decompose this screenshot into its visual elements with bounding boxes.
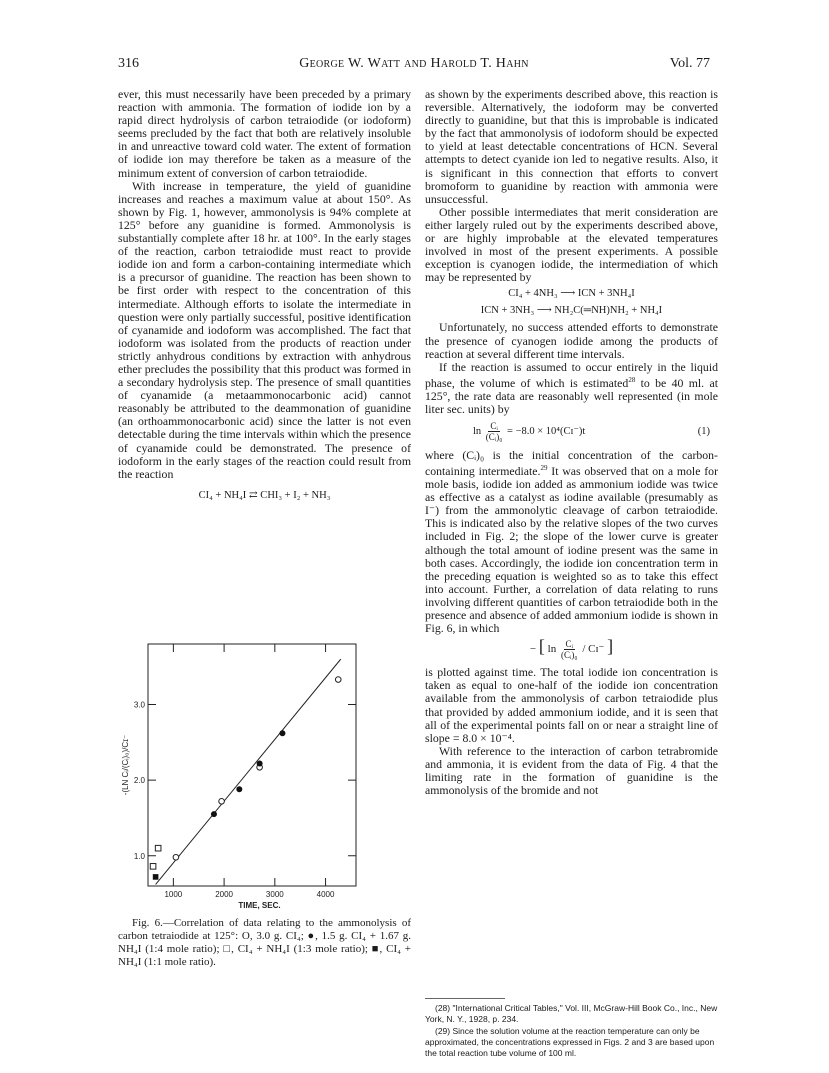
figure-caption-text: Fig. 6.—Correlation of data relating to the ammonolysis of carbon tetraiodide at 125°: O, 3.0 g. CI₄; ●, 1.5 g. CI₄ + 1.67 g. NH₄I (1:4 mole ratio); □, CI₄ + NH₄I (1:3 mole ratio); ■, CI₄ + NH₄I (1:1 mole ratio). bbox=[118, 917, 411, 968]
p5-text-b: It was observed that on a mole for mole basis, iodide ion added as ammonium iodide was twice as effective as a catalyst as iodine available (presumably as I⁻) from the ammonolytic cleavage of carbon tetraiodide. This is indicated also by the relative slopes of the two curves included in Fig. 2; the slope of the lower curve is greater although the total amount of iodine present was the same in both cases. Accordingly, the iodide ion concentration term in the preceding equation is weighted so as to take this effect into account. Further, a correlation of data relating to runs involving different quantities of carbon tetraiodide both in the presence and absence of added ammonium iodide is shown in Fig. 6, in which bbox=[425, 464, 718, 636]
data-point-filled-circle bbox=[279, 730, 285, 736]
y-tick-label: 2.0 bbox=[133, 776, 145, 786]
data-point-filled-square bbox=[153, 874, 159, 880]
expr-tail: / Cɪ⁻ bbox=[582, 643, 605, 656]
figure-6 bbox=[118, 632, 411, 914]
rate-eq-ln: ln bbox=[473, 425, 482, 437]
volume-label: Vol. 77 bbox=[669, 56, 710, 71]
data-point-filled-circle bbox=[236, 786, 242, 792]
y-axis-label: -(LN Cᵢ/(Cᵢ)₀)/Cɪ⁻ bbox=[121, 734, 130, 796]
running-authors: George W. Watt and Harold T. Hahn bbox=[299, 56, 529, 71]
data-point-open-square bbox=[150, 864, 156, 870]
rate-eq-fraction bbox=[486, 421, 503, 442]
right-paragraph-6: is plotted against time. The total iodide ion concentration is taken as equal to one-half of the iodide ion concentration available from the ammonolysis of carbon tetraiodide plus that provided by added ammonium iodide, and it is seen that all of the experimental points fall on or near a straight line of slope = 8.0 × 10⁻⁴. bbox=[425, 665, 718, 745]
figure-caption bbox=[118, 917, 411, 969]
footnote-28: (28) "International Critical Tables," Vol. III, McGraw-Hill Book Co., Inc., New York, N. Y., 1928, p. 234. bbox=[425, 1003, 718, 1024]
rate-eq-denominator: (Cᵢ)₀ bbox=[485, 431, 503, 442]
y-tick-label: 1.0 bbox=[133, 851, 145, 861]
footnote-ref-28: 28 bbox=[628, 375, 636, 384]
rate-equation bbox=[425, 421, 718, 442]
x-tick-label: 1000 bbox=[164, 890, 183, 899]
right-paragraph-1: as shown by the experiments described above, this reaction is reversible. Alternatively, the iodoform may be converted directly to guanidine, but that this is improbable is indicated by the fact that ammonolysis of iodoform should be expected to yield at least detectable concentrations of HCN. Several attempts to detect cyanide ion led to negative results. Also, it is significant in this connection that efforts to convert bromoform to guanidine by reaction with ammonia were unsuccessful. bbox=[425, 87, 718, 206]
equation-number: (1) bbox=[697, 425, 710, 437]
footnote-29: (29) Since the solution volume at the reaction temperature can only be approximated, the concentrations expressed in Figs. 2 and 3 are based upon the total reaction tube volume of 100 ml. bbox=[425, 1026, 715, 1058]
data-point-filled-circle bbox=[211, 811, 217, 817]
plot-frame bbox=[148, 644, 356, 886]
expr-close-bracket: ] bbox=[607, 636, 614, 657]
iodoform-equilibrium-equation: CI₄ + NH₄I ⇄ CHI₃ + I₂ + NH₃ bbox=[198, 489, 331, 501]
right-paragraph-3: Unfortunately, no success attended efforts to demonstrate the presence of cyanogen iodide among the products of reaction at several different time intervals. bbox=[425, 320, 718, 361]
expr-fraction bbox=[561, 639, 578, 660]
data-point-open-circle bbox=[219, 799, 225, 805]
right-column bbox=[425, 88, 718, 797]
fit-line bbox=[156, 659, 341, 884]
running-header bbox=[118, 56, 710, 74]
expr-numerator: Cᵢ bbox=[565, 639, 573, 650]
left-column bbox=[118, 88, 411, 506]
data-point-filled-circle bbox=[257, 760, 263, 766]
x-tick-label: 4000 bbox=[316, 890, 335, 899]
left-paragraph-2: With increase in temperature, the yield of guanidine increases and reaches a maximum value at about 150°. As shown by Fig. 1, however, ammonolysis is 94% complete at 125° before any guanidine is formed. Ammonolysis is substantially complete after 18 hr. at 100°. In the early stages of the reaction, carbon tetraiodide must react to provide iodide ion and form a carbon-containing intermediate which is a precursor of guanidine. The reaction has been shown to be first order with respect to the concentration of this intermediate. Although efforts to isolate the intermediate in question were only partially successful, positive identification of cyanamide and iodoform was accomplished. The fact that iodoform was isolated from the products of reaction under strictly anhydrous conditions by extraction with anhydrous ether precludes the possibility that this product was formed in a secondary hydrolysis step. The presence of small quantities of cyanamide (a metaammonocarbonic acid) cannot reasonably be attributed to the deammonation of guanidine (an orthoammonocarbonic acid) since the latter is not even detectable during the time intervals within which the presence of cyanamide could be demonstrated. The presence of iodoform in the early stages of the reaction could result from the reaction bbox=[118, 178, 411, 481]
rate-eq-numerator: Cᵢ bbox=[490, 420, 498, 431]
p4-text-b: to be 40 ml. at 125°, the rate data are reasonably well represented (in mole liter sec. units) by bbox=[425, 375, 718, 416]
x-tick-label: 2000 bbox=[215, 890, 233, 899]
y-tick-label: 3.0 bbox=[133, 700, 145, 710]
expr-ln: ln bbox=[547, 643, 557, 656]
left-paragraph-1: ever, this must necessarily have been preceded by a primary reaction with ammonia. The formation of iodide ion by a rapid direct hydrolysis of carbon tetraiodide (or iodoform) seems precluded by the fact that both are relatively insoluble in and unreactive toward cold water. The extent of formation of iodide ion may therefore be taken as a measure of the minimum extent of conversion of carbon tetraiodide. bbox=[118, 87, 411, 180]
x-axis-label: TIME, SEC. bbox=[238, 901, 281, 910]
x-tick-label: 3000 bbox=[265, 890, 284, 899]
expr-denominator: (Cᵢ)₀ bbox=[560, 650, 578, 661]
data-point-open-square bbox=[155, 845, 161, 851]
data-point-open-circle bbox=[173, 854, 179, 860]
expr-minus: − bbox=[529, 643, 537, 656]
data-point-open-circle bbox=[335, 677, 341, 683]
figure-6-chart bbox=[118, 632, 411, 914]
expr-open-bracket: [ bbox=[538, 636, 545, 657]
right-paragraph-2: Other possible intermediates that merit consideration are either largely ruled out by the experiments described above, or are highly improbable at the elevated temperatures involved in most of the present experiments. A possible exception is cyanogen iodide, the intermediation of which may be represented by bbox=[425, 204, 718, 285]
equation-cyanogen-2: ICN + 3NH₃ ⟶ NH₂C(═NH)NH₂ + NH₄I bbox=[480, 305, 663, 317]
rate-eq-rhs: = −8.0 × 10⁴(Cɪ⁻)t bbox=[507, 425, 586, 437]
p5-text-a: where (Cᵢ)₀ is the initial concentration of the carbon-containing intermediate. bbox=[425, 447, 718, 478]
footnote-ref-29: 29 bbox=[540, 464, 548, 473]
equation-cyanogen-1: CI₄ + 4NH₃ ⟶ ICN + 3NH₄I bbox=[508, 288, 635, 300]
footnotes bbox=[425, 1003, 718, 1060]
right-paragraph-4 bbox=[425, 361, 718, 416]
page-number: 316 bbox=[118, 56, 139, 71]
right-paragraph-5 bbox=[425, 449, 718, 635]
footnote-rule bbox=[425, 998, 505, 999]
p4-text-a: If the reaction is assumed to occur entirely in the liquid phase, the volume of which is estimated bbox=[425, 359, 718, 390]
plotted-expression bbox=[425, 636, 718, 661]
right-paragraph-7: With reference to the interaction of carbon tetrabromide and ammonia, it is evident from the data of Fig. 4 that the limiting rate in the formation of guanidine is the ammonolysis of the bromide and not bbox=[425, 743, 718, 798]
